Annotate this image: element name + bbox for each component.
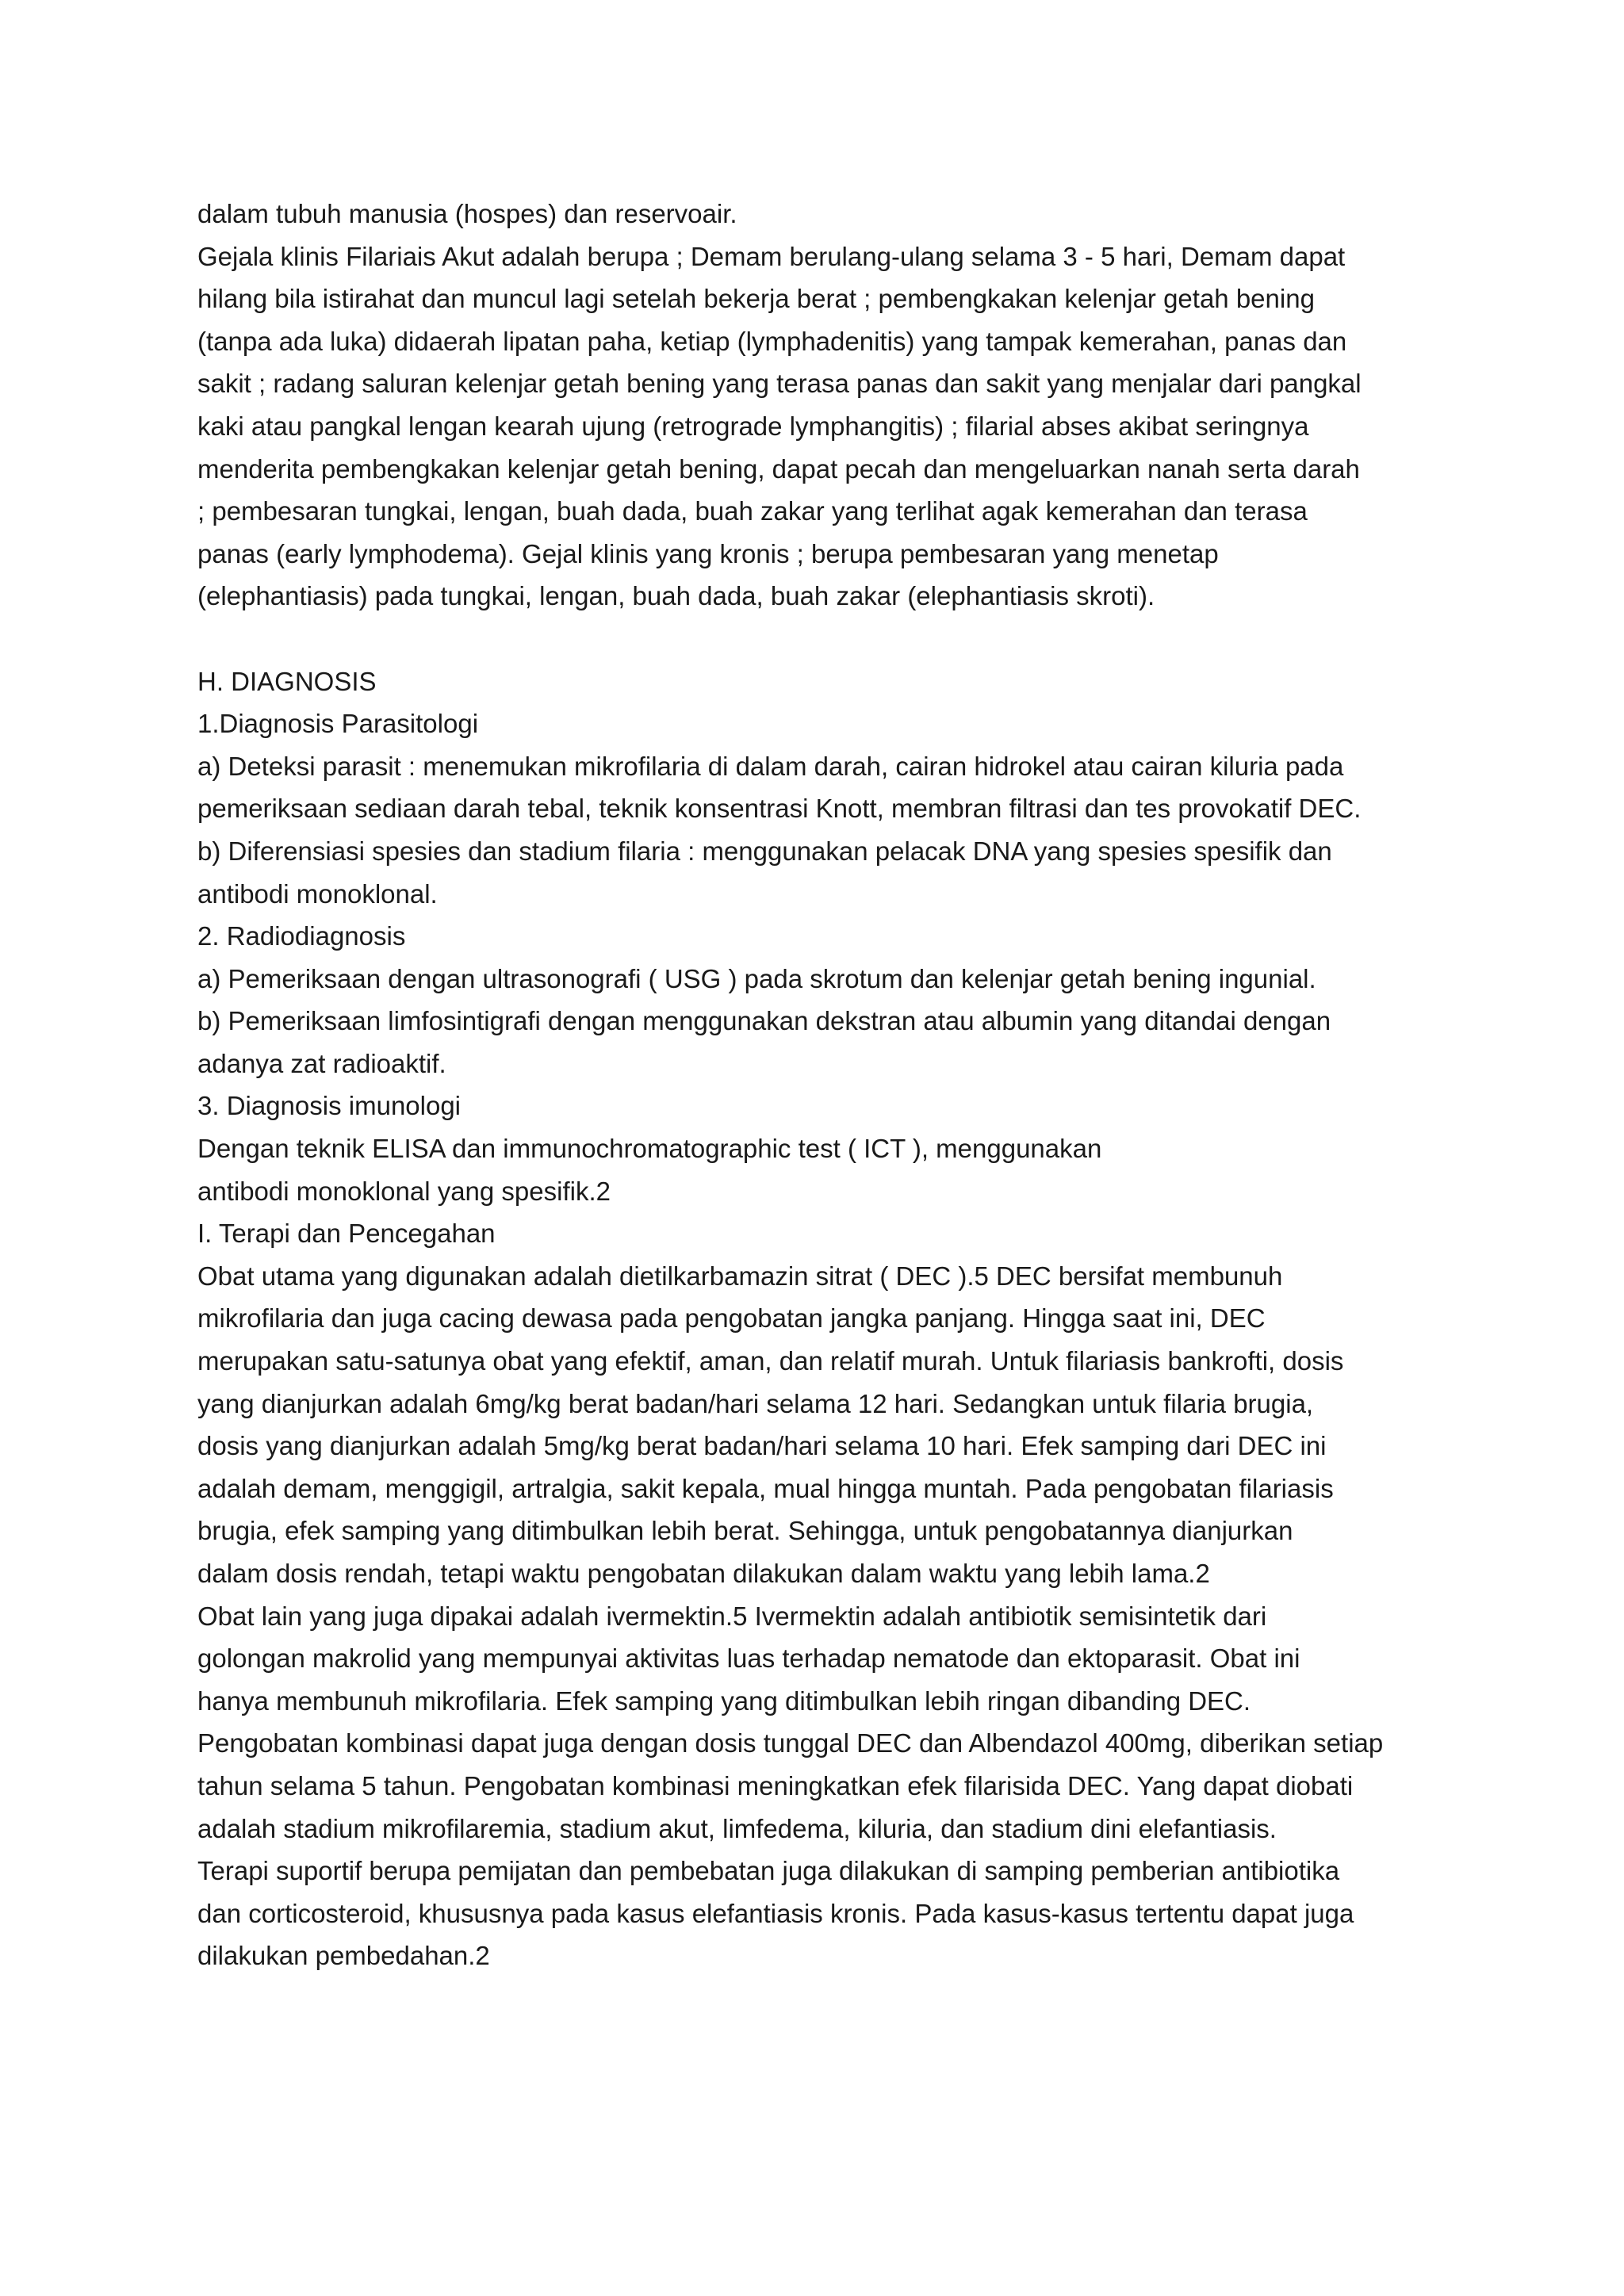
text-line: Obat utama yang digunakan adalah dietilkarbamazin sitrat ( DEC ).5 DEC bersifat membunuh bbox=[197, 1261, 1283, 1291]
paragraph-gap bbox=[197, 618, 1498, 660]
text-line: dilakukan pembedahan.2 bbox=[197, 1941, 490, 1971]
text-line: hilang bila istirahat dan muncul lagi setelah bekerja berat ; pembengkakan kelenjar getah bening bbox=[197, 284, 1315, 314]
text-line: Dengan teknik ELISA dan immunochromatographic test ( ICT ), menggunakan bbox=[197, 1134, 1102, 1164]
text-line: antibodi monoklonal yang spesifik.2 bbox=[197, 1176, 611, 1206]
text-line: ; pembesaran tungkai, lengan, buah dada, buah zakar yang terlihat agak kemerahan dan terasa bbox=[197, 496, 1308, 526]
subheading-imunologi: 3. Diagnosis imunologi bbox=[197, 1091, 462, 1121]
text-line: dan corticosteroid, khususnya pada kasus elefantiasis kronis. Pada kasus-kasus tertentu dapat juga bbox=[197, 1898, 1354, 1928]
subheading-radiodiagnosis: 2. Radiodiagnosis bbox=[197, 921, 406, 951]
subheading-parasitologi: 1.Diagnosis Parasitologi bbox=[197, 709, 479, 739]
text-line: adalah demam, menggigil, artralgia, sakit kepala, mual hingga muntah. Pada pengobatan filariasis bbox=[197, 1473, 1334, 1503]
section-heading-terapi: I. Terapi dan Pencegahan bbox=[197, 1219, 496, 1249]
text-line: a) Deteksi parasit : menemukan mikrofilaria di dalam darah, cairan hidrokel atau cairan kiluria pada bbox=[197, 751, 1344, 781]
text-line: hanya membunuh mikrofilaria. Efek samping yang ditimbulkan lebih ringan dibanding DEC. bbox=[197, 1686, 1251, 1716]
diagnosis-section bbox=[197, 660, 1498, 1977]
text-line: panas (early lymphodema). Gejal klinis yang kronis ; berupa pembesaran yang menetap bbox=[197, 538, 1219, 568]
text-line: (elephantiasis) pada tungkai, lengan, buah dada, buah zakar (elephantiasis skroti). bbox=[197, 581, 1155, 611]
text-line: sakit ; radang saluran kelenjar getah bening yang terasa panas dan sakit yang menjalar dari pangkal bbox=[197, 369, 1362, 399]
section-heading-diagnosis: H. DIAGNOSIS bbox=[197, 666, 377, 696]
intro-paragraph bbox=[197, 193, 1498, 618]
text-line: tahun selama 5 tahun. Pengobatan kombinasi meningkatkan efek filarisida DEC. Yang dapat diobati bbox=[197, 1770, 1354, 1800]
text-line: mikrofilaria dan juga cacing dewasa pada pengobatan jangka panjang. Hingga saat ini, DEC bbox=[197, 1303, 1266, 1334]
text-line: b) Pemeriksaan limfosintigrafi dengan menggunakan dekstran atau albumin yang ditandai dengan bbox=[197, 1006, 1331, 1036]
text-line: yang dianjurkan adalah 6mg/kg berat badan/hari selama 12 hari. Sedangkan untuk filaria brugia, bbox=[197, 1388, 1314, 1418]
text-line: dalam tubuh manusia (hospes) dan reservoair. bbox=[197, 199, 737, 228]
text-line: Terapi suportif berupa pemijatan dan pembebatan juga dilakukan di samping pemberian antibiotika bbox=[197, 1856, 1340, 1886]
text-line: adalah stadium mikrofilaremia, stadium akut, limfedema, kiluria, dan stadium dini elefantiasis. bbox=[197, 1813, 1277, 1843]
text-line: adanya zat radioaktif. bbox=[197, 1048, 446, 1078]
text-line: a) Pemeriksaan dengan ultrasonografi ( USG ) pada skrotum dan kelenjar getah bening ingunial. bbox=[197, 963, 1316, 993]
text-line: pemeriksaan sediaan darah tebal, teknik konsentrasi Knott, membran filtrasi dan tes provokatif DEC. bbox=[197, 794, 1362, 824]
text-line: golongan makrolid yang mempunyai aktivitas luas terhadap nematode dan ektoparasit. Obat ini bbox=[197, 1644, 1300, 1674]
text-line: Pengobatan kombinasi dapat juga dengan dosis tunggal DEC dan Albendazol 400mg, diberikan setiap bbox=[197, 1728, 1384, 1758]
text-line: antibodi monoklonal. bbox=[197, 878, 438, 909]
text-line: menderita pembengkakan kelenjar getah bening, dapat pecah dan mengeluarkan nanah serta darah bbox=[197, 453, 1360, 484]
text-line: Obat lain yang juga dipakai adalah ivermektin.5 Ivermektin adalah antibiotik semisintetik dari bbox=[197, 1601, 1267, 1631]
text-line: merupakan satu-satunya obat yang efektif, aman, dan relatif murah. Untuk filariasis bankrofti, dosis bbox=[197, 1346, 1344, 1376]
text-line: Gejala klinis Filariais Akut adalah berupa ; Demam berulang-ulang selama 3 - 5 hari, Demam dapat bbox=[197, 241, 1346, 271]
text-line: brugia, efek samping yang ditimbulkan lebih berat. Sehingga, untuk pengobatannya dianjurkan bbox=[197, 1516, 1293, 1546]
text-line: b) Diferensiasi spesies dan stadium filaria : menggunakan pelacak DNA yang spesies spesifik dan bbox=[197, 836, 1332, 866]
text-line: kaki atau pangkal lengan kearah ujung (retrograde lymphangitis) ; filarial abses akibat seringnya bbox=[197, 411, 1309, 441]
text-line: dalam dosis rendah, tetapi waktu pengobatan dilakukan dalam waktu yang lebih lama.2 bbox=[197, 1559, 1210, 1588]
text-line: (tanpa ada luka) didaerah lipatan paha, ketiap (lymphadenitis) yang tampak kemerahan, panas dan bbox=[197, 326, 1347, 356]
document-page bbox=[197, 193, 1498, 1977]
text-line: dosis yang dianjurkan adalah 5mg/kg berat badan/hari selama 10 hari. Efek samping dari DEC ini bbox=[197, 1431, 1327, 1461]
